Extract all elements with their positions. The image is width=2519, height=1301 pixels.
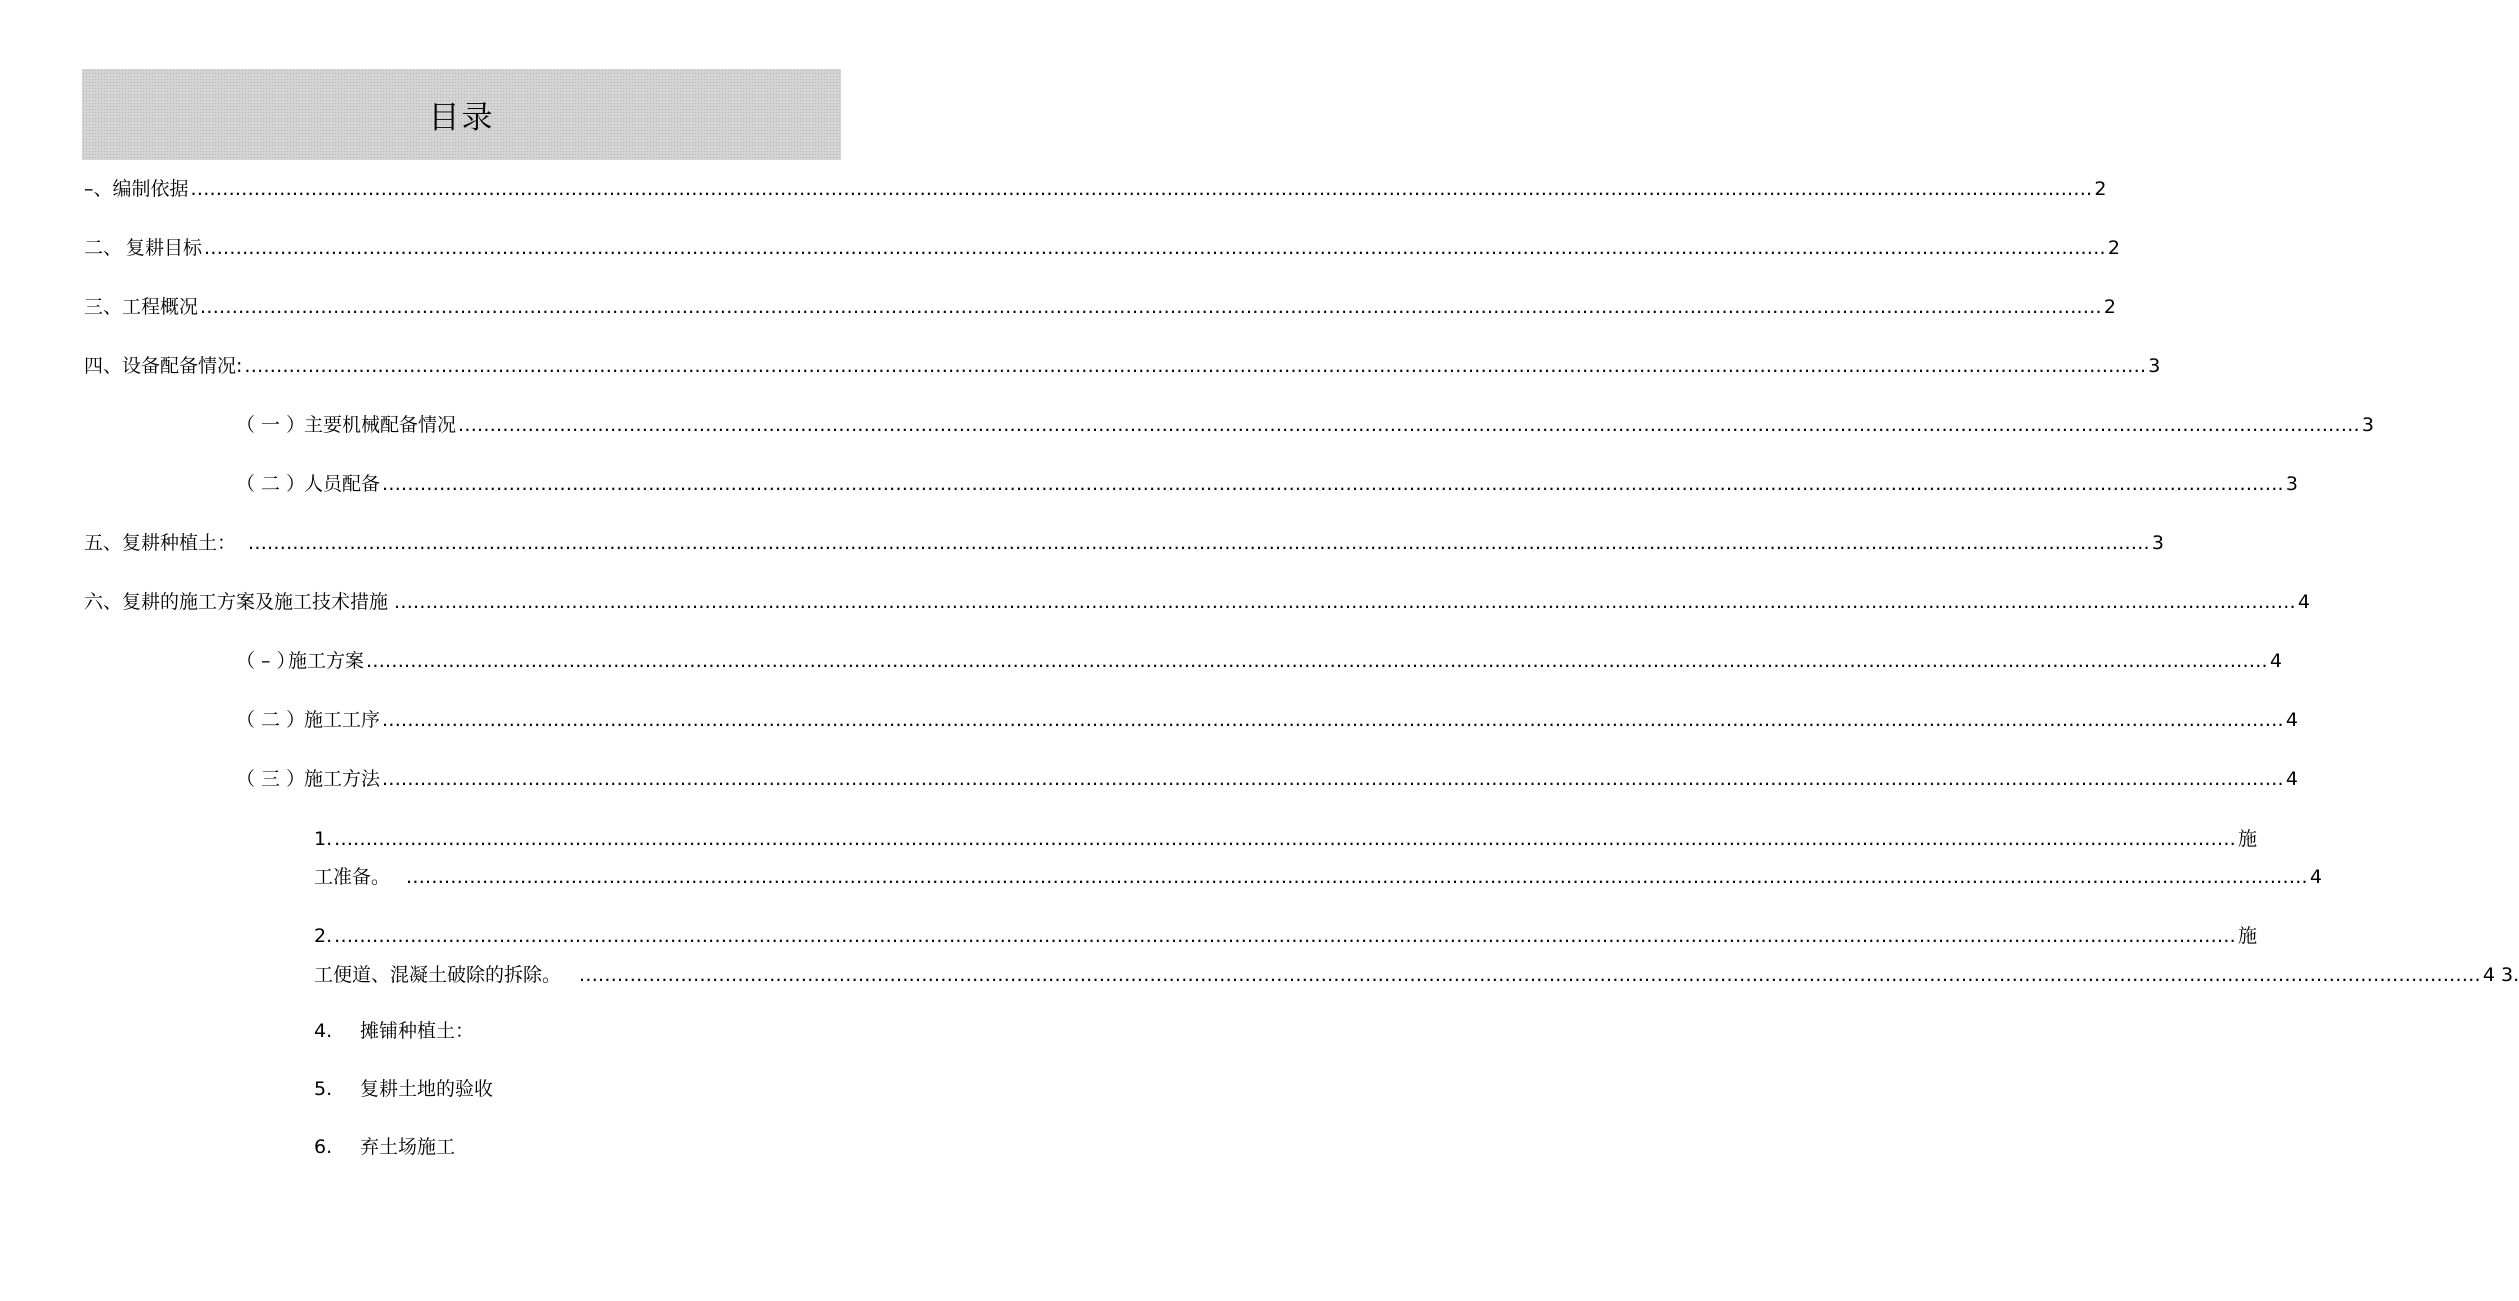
toc-leader-dots: ............................................................................................................................................................................................................................................................................................................ [394, 591, 2296, 613]
toc-entry[interactable] [236, 701, 2298, 731]
toc-leader-dots: ............................................................................................................................................................................................................................................................................................................ [366, 650, 2268, 672]
toc-entry[interactable] [84, 347, 2161, 377]
toc-entry-label: 复耕的施工方案及施工技术措施 [122, 591, 389, 613]
toc-subitem[interactable] [314, 1136, 455, 1158]
toc-leader-dots: ............................................................................................................................................................................................................................................................................................................ [248, 532, 2150, 554]
toc-leader-dots: ............................................................................................................................................................................................................................................................................................................ [244, 355, 2147, 377]
toc-leader-dots: ............................................................................................................................................................................................................................................................................................................ [190, 178, 2093, 200]
toc-entry-page: 3 [2285, 473, 2298, 495]
toc-entry-label: 编制依据 [112, 178, 189, 200]
toc-entry[interactable] [236, 642, 2282, 672]
toc-entry-page: 施 [2238, 828, 2258, 850]
toc-entry[interactable] [314, 956, 2519, 986]
toc-entry-page: 4 3. [2482, 964, 2519, 986]
toc-entry-label: 工程概况 [122, 296, 199, 318]
toc-entry-number: 四、 [84, 355, 123, 377]
toc-leader-dots: ............................................................................................................................................................................................................................................................................................................ [334, 925, 2237, 947]
toc-entry-number: 六、 [84, 591, 123, 613]
toc-entry-label: 复耕土地的验收 [360, 1078, 494, 1100]
toc-entry-number: 2. [314, 925, 333, 947]
toc-entry-number: 5. [314, 1078, 333, 1100]
toc-entry-label: 工便道、混凝土破除的拆除。 [314, 964, 562, 986]
toc-entry-number: 三、 [84, 296, 123, 318]
toc-leader-dots: ............................................................................................................................................................................................................................................................................................................ [204, 237, 2106, 259]
toc-entry-number: （ 二 ） [236, 473, 306, 495]
toc-leader-dots: ............................................................................................................................................................................................................................................................................................................ [382, 768, 2284, 790]
toc-entry-label: 人员配备 [304, 473, 381, 495]
toc-entry[interactable] [84, 229, 2120, 259]
toc-entry[interactable] [84, 524, 2164, 554]
toc-subitem[interactable] [314, 1020, 474, 1042]
toc-entry-page: 3 [2148, 355, 2161, 377]
toc-entry[interactable] [236, 406, 2374, 436]
toc-leader-dots: ............................................................................................................................................................................................................................................................................................................ [579, 964, 2481, 986]
toc-entry[interactable] [236, 760, 2298, 790]
toc-entry[interactable] [314, 820, 2258, 850]
toc-entry-page: 2 [2103, 296, 2116, 318]
toc-entry-page: 4 [2285, 768, 2298, 790]
toc-entry-label: 施工方法 [304, 768, 381, 790]
toc-entry-label: 施工方案 [288, 650, 365, 672]
toc-entry-number: （ 二 ） [236, 709, 306, 731]
toc-entry[interactable] [84, 583, 2310, 613]
toc-leader-dots: ............................................................................................................................................................................................................................................................................................................ [334, 828, 2237, 850]
title-banner [82, 69, 841, 160]
toc-entry[interactable] [314, 917, 2258, 947]
toc-entry-page: 2 [2094, 178, 2107, 200]
toc-entry-label: 复耕目标 [126, 237, 203, 259]
toc-leader-dots: ............................................................................................................................................................................................................................................................................................................ [458, 414, 2360, 436]
toc-entry-label: 施工工序 [304, 709, 381, 731]
toc-entry-page: 4 [2285, 709, 2298, 731]
toc-leader-dots: ............................................................................................................................................................................................................................................................................................................ [382, 709, 2284, 731]
toc-entry-number: （ 一 ） [236, 414, 306, 436]
toc-entry-page: 4 [2297, 591, 2310, 613]
toc-leader-dots: ............................................................................................................................................................................................................................................................................................................ [200, 296, 2102, 318]
toc-entry-number: 五、 [84, 532, 123, 554]
toc-entry-label: 复耕种植土： [122, 532, 237, 554]
toc-entry[interactable] [314, 858, 2322, 888]
toc-entry-number: （ – ） [236, 650, 296, 672]
toc-leader-dots: ............................................................................................................................................................................................................................................................................................................ [406, 866, 2308, 888]
toc-entry-page: 3 [2151, 532, 2164, 554]
toc-entry-label: 摊铺种植土： [360, 1020, 475, 1042]
toc-entry-number: 4. [314, 1020, 333, 1042]
toc-entry-label: 弃土场施工 [360, 1136, 456, 1158]
toc-subitem[interactable] [314, 1078, 493, 1100]
toc-leader-dots: ............................................................................................................................................................................................................................................................................................................ [382, 473, 2284, 495]
toc-entry-number: 1. [314, 828, 333, 850]
toc-entry-number: –、 [84, 178, 113, 200]
toc-entry[interactable] [236, 465, 2298, 495]
page-title: 目录 [428, 100, 495, 136]
toc-entry-label: 设备配备情况: [122, 355, 243, 377]
toc-entry-page: 2 [2107, 237, 2120, 259]
toc-entry-page: 4 [2269, 650, 2282, 672]
toc-entry-label: 工准备。 [314, 866, 391, 888]
toc-entry-page: 4 [2309, 866, 2322, 888]
toc-entry-page: 施 [2238, 925, 2258, 947]
toc-entry[interactable] [84, 288, 2116, 318]
toc-entry-label: 主要机械配备情况 [304, 414, 457, 436]
toc-entry[interactable] [84, 170, 2107, 200]
toc-entry-number: 6. [314, 1136, 333, 1158]
toc-entry-page: 3 [2361, 414, 2374, 436]
toc-entry-number: （ 三 ） [236, 768, 306, 790]
toc-entry-number: 二、 [84, 237, 123, 259]
